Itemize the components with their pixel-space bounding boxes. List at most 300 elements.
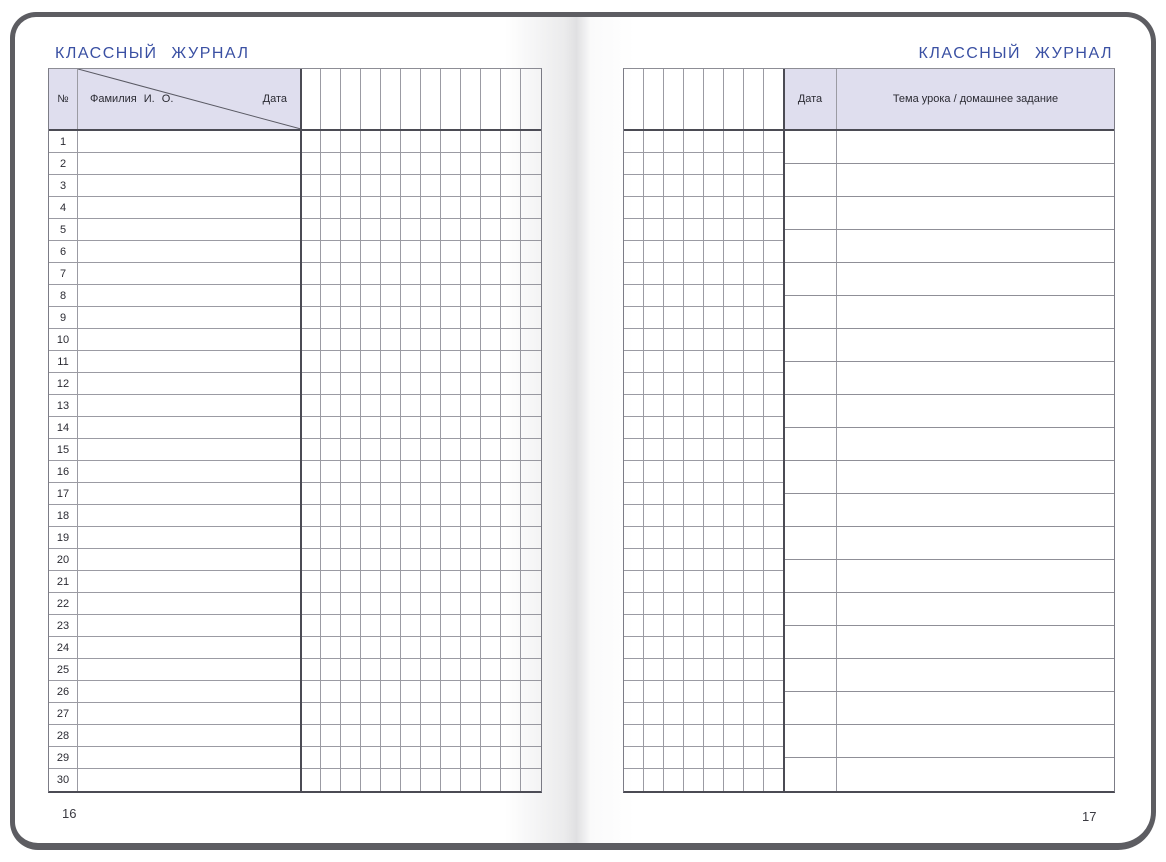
grid-header-cell [664,69,684,129]
grid-row [624,263,784,285]
grid-row [624,197,784,219]
grade-cell [301,681,321,702]
grade-cell [301,439,321,460]
student-name-cell [78,769,301,791]
grade-cell [321,681,341,702]
grade-cell [361,395,381,416]
grid-cell [724,153,744,174]
attendance-row [49,439,541,461]
grade-cell [421,153,441,174]
grade-cell [361,549,381,570]
grade-cell [501,219,521,240]
grade-cell [401,241,421,262]
col-header-date: Дата [784,69,837,129]
grid-cell [744,549,764,570]
grade-cell [481,439,501,460]
grid-cell [684,219,704,240]
grid-cell [624,373,644,394]
name-column-label: Фамилия И. О. [90,93,174,105]
grade-cell [381,219,401,240]
grade-cell [381,175,401,196]
grid-row [624,417,784,439]
grade-cell [341,241,361,262]
grid-cell [624,395,644,416]
grid-cell [744,417,764,438]
grid-row [624,769,784,791]
grid-cell [744,153,764,174]
grade-cell [341,219,361,240]
grade-cell [441,307,461,328]
grade-cell [481,285,501,306]
date-header-cell [361,69,381,129]
row-number-cell: 17 [49,483,78,504]
lesson-row [784,758,1114,791]
grid-cell [704,505,724,526]
student-name-cell [78,483,301,504]
grid-row [624,571,784,593]
grid-cell [644,263,664,284]
grade-cell [461,461,481,482]
grid-cell [624,505,644,526]
student-name-cell [78,747,301,768]
grid-cell [724,527,744,548]
grade-cell [441,329,461,350]
grade-cell [401,263,421,284]
right-grid-header [624,69,784,129]
grid-cell [724,681,744,702]
lesson-topic-cell [837,197,1114,229]
grade-cell [521,373,541,394]
grid-cell [764,681,784,702]
lesson-row [784,230,1114,263]
grade-cell [441,747,461,768]
grade-cell [461,615,481,636]
attendance-row [49,373,541,395]
grid-cell [644,637,664,658]
grid-cell [684,549,704,570]
grade-cell [421,263,441,284]
grid-cell [664,219,684,240]
grid-row [624,549,784,571]
grade-cell [321,527,341,548]
grid-cell [644,175,664,196]
grade-cell [521,593,541,614]
attendance-row [49,197,541,219]
grade-cell [341,637,361,658]
lesson-row [784,428,1114,461]
grade-cell [481,505,501,526]
grade-cell [501,351,521,372]
grade-cell [301,307,321,328]
grid-cell [724,549,744,570]
grade-cell [361,593,381,614]
grade-cell [321,637,341,658]
grade-cell [521,505,541,526]
attendance-row [49,725,541,747]
lesson-date-cell [784,329,837,361]
grid-cell [704,769,724,791]
grade-cells [301,681,541,702]
attendance-row [49,329,541,351]
grid-cell [684,461,704,482]
grade-cell [401,747,421,768]
grid-cell [684,659,704,680]
grade-cell [441,527,461,548]
grid-cell [764,329,784,350]
attendance-row [49,615,541,637]
grid-cell [764,153,784,174]
grade-cell [381,461,401,482]
student-name-cell [78,351,301,372]
student-name-cell [78,153,301,174]
grid-cell [664,593,684,614]
grade-cell [521,219,541,240]
student-name-cell [78,549,301,570]
grid-cell [764,307,784,328]
grade-cell [501,747,521,768]
grid-cell [624,197,644,218]
grade-cell [461,725,481,746]
grade-cell [401,703,421,724]
lesson-date-cell [784,131,837,163]
grade-cell [401,725,421,746]
grid-cell [704,681,724,702]
grade-cells [301,285,541,306]
grade-cell [501,615,521,636]
grade-cell [461,307,481,328]
grid-cell [664,549,684,570]
grid-cell [644,549,664,570]
grade-cell [461,505,481,526]
grade-cell [401,373,421,394]
grid-cell [664,395,684,416]
attendance-row [49,351,541,373]
grade-cell [321,241,341,262]
grade-cell [381,395,401,416]
lesson-row [784,461,1114,494]
grade-cell [481,747,501,768]
lesson-row [784,593,1114,626]
grade-cell [361,725,381,746]
grade-cell [441,351,461,372]
attendance-row [49,637,541,659]
grade-cell [501,725,521,746]
grade-cell [381,417,401,438]
grade-cell [421,527,441,548]
grade-cell [401,307,421,328]
grid-cell [744,593,764,614]
grid-row [624,725,784,747]
grid-cell [744,219,764,240]
grid-cell [624,241,644,262]
grid-cell [624,725,644,746]
grade-cell [521,527,541,548]
grid-cell [764,285,784,306]
grade-cell [421,307,441,328]
grid-header-cell [684,69,704,129]
page-title-left: КЛАССНЫЙ ЖУРНАЛ [55,45,250,62]
grade-cell [341,351,361,372]
grid-cell [744,747,764,768]
grid-cell [684,505,704,526]
row-number-cell: 18 [49,505,78,526]
grade-cell [381,197,401,218]
grade-cell [341,197,361,218]
grade-cells [301,637,541,658]
grade-cell [401,439,421,460]
grade-cell [301,241,321,262]
grid-cell [624,549,644,570]
grade-cells [301,197,541,218]
grade-cell [401,769,421,791]
grade-cell [381,725,401,746]
grade-cell [461,241,481,262]
grade-cell [321,615,341,636]
grade-cell [461,351,481,372]
lesson-date-cell [784,395,837,427]
grade-cell [381,637,401,658]
grid-cell [704,131,724,152]
grade-cell [381,285,401,306]
grade-cell [381,549,401,570]
grade-cell [421,219,441,240]
grade-cell [361,659,381,680]
grid-cell [764,395,784,416]
grade-cell [401,153,421,174]
grade-cell [481,263,501,284]
grade-cell [521,263,541,284]
lesson-date-cell [784,230,837,262]
grade-cells [301,615,541,636]
grade-cell [321,417,341,438]
grid-row [624,659,784,681]
attendance-table [48,68,542,793]
student-name-cell [78,197,301,218]
grade-cell [421,659,441,680]
grade-cell [381,153,401,174]
lesson-topic-cell [837,296,1114,328]
grid-cell [664,307,684,328]
grid-cell [624,483,644,504]
grid-cell [644,329,664,350]
grid-cell [664,263,684,284]
grid-cell [644,505,664,526]
grade-cell [441,483,461,504]
student-name-cell [78,241,301,262]
grid-cell [664,637,684,658]
grid-cell [664,483,684,504]
grade-cell [301,417,321,438]
grid-cell [744,769,764,791]
grade-cell [361,439,381,460]
grade-cell [501,175,521,196]
grid-cell [704,747,724,768]
grade-cell [301,549,321,570]
row-number-cell: 7 [49,263,78,284]
grade-cell [521,285,541,306]
grade-cell [381,571,401,592]
grade-cell [421,769,441,791]
grade-cell [441,615,461,636]
grade-cell [521,637,541,658]
lesson-date-cell [784,692,837,724]
lesson-row [784,659,1114,692]
lesson-topic-cell [837,725,1114,757]
grade-cell [321,351,341,372]
grade-cell [521,703,541,724]
row-number-cell: 29 [49,747,78,768]
grade-cell [341,307,361,328]
grade-cells [301,483,541,504]
grid-cell [644,527,664,548]
lesson-row [784,494,1114,527]
grade-cell [341,131,361,152]
grid-cell [624,131,644,152]
grid-cell [664,131,684,152]
grade-cells [301,219,541,240]
grid-cell [704,703,724,724]
attendance-row [49,747,541,769]
grid-cell [644,461,664,482]
lesson-topic-cell [837,263,1114,295]
grade-cells [301,329,541,350]
grid-row [624,351,784,373]
lesson-row [784,197,1114,230]
grid-cell [724,351,744,372]
attendance-row [49,527,541,549]
attendance-row [49,659,541,681]
grade-cell [361,219,381,240]
grade-cell [321,659,341,680]
grid-row [624,483,784,505]
grid-cell [724,483,744,504]
grade-cell [381,351,401,372]
grade-cell [341,483,361,504]
lesson-date-cell [784,164,837,196]
lesson-topic-cell [837,692,1114,724]
grid-cell [764,373,784,394]
grade-cells [301,527,541,548]
grade-cell [321,461,341,482]
lesson-topic-cell [837,626,1114,658]
grade-cell [301,219,321,240]
grid-cell [764,747,784,768]
grade-cell [361,373,381,394]
grid-cell [624,769,644,791]
lesson-date-cell [784,362,837,394]
grid-cell [684,285,704,306]
attendance-row [49,219,541,241]
grid-cell [684,329,704,350]
row-number-cell: 12 [49,373,78,394]
grid-cell [724,571,744,592]
date-header-cell [441,69,461,129]
grade-cell [481,461,501,482]
row-number-cell: 22 [49,593,78,614]
grid-cell [684,395,704,416]
grade-cell [481,527,501,548]
grade-cell [481,373,501,394]
attendance-rows [49,131,541,791]
grid-cell [744,681,764,702]
grid-cell [764,725,784,746]
grade-cell [441,197,461,218]
grade-cell [421,373,441,394]
grade-cell [301,483,321,504]
grade-cell [421,439,441,460]
grid-cell [704,373,724,394]
grid-cell [664,725,684,746]
grid-cell [624,637,644,658]
student-name-cell [78,659,301,680]
grid-cell [684,439,704,460]
attendance-row [49,505,541,527]
grid-cell [724,307,744,328]
grid-cell [644,483,664,504]
grade-cell [301,197,321,218]
grade-cell [301,175,321,196]
grade-cell [521,197,541,218]
student-name-cell [78,395,301,416]
student-name-cell [78,681,301,702]
grid-cell [764,703,784,724]
row-number-cell: 10 [49,329,78,350]
grade-cell [341,153,361,174]
grade-cell [501,285,521,306]
grade-cell [341,681,361,702]
grade-cell [301,461,321,482]
lesson-date-cell [784,758,837,791]
grade-cell [461,483,481,504]
grid-cell [624,659,644,680]
grid-cell [684,153,704,174]
grade-cell [461,637,481,658]
row-number-cell: 28 [49,725,78,746]
grid-cell [764,483,784,504]
grid-cell [664,659,684,680]
grade-cell [361,505,381,526]
grade-cell [501,241,521,262]
grid-row [624,505,784,527]
row-number-cell: 30 [49,769,78,791]
grade-cells [301,571,541,592]
row-number-cell: 2 [49,153,78,174]
grid-cell [664,417,684,438]
grade-cells [301,505,541,526]
grid-row [624,307,784,329]
grid-cell [644,219,664,240]
grade-cell [441,681,461,702]
grade-cell [521,483,541,504]
grade-cell [521,307,541,328]
grade-cell [381,659,401,680]
grid-cell [704,219,724,240]
date-header-cell [401,69,421,129]
grid-cell [684,307,704,328]
grade-cell [521,131,541,152]
lesson-date-cell [784,494,837,526]
grid-cell [624,703,644,724]
grid-header-cell [744,69,764,129]
grade-cell [421,241,441,262]
grade-cell [381,505,401,526]
lesson-date-cell [784,296,837,328]
grade-cell [341,285,361,306]
attendance-row [49,483,541,505]
grid-cell [684,241,704,262]
grade-cell [401,637,421,658]
grid-cell [724,615,744,636]
